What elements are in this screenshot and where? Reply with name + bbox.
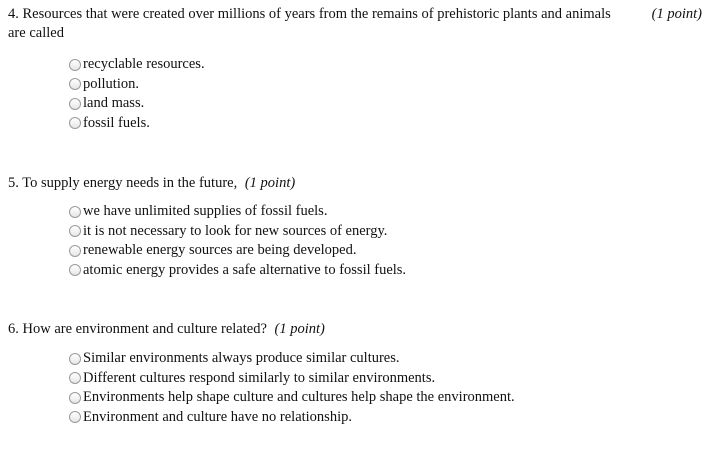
question-4-option-2[interactable] [69,75,205,95]
radio-button[interactable] [69,245,81,257]
radio-button[interactable] [69,264,81,276]
radio-button[interactable] [69,353,81,365]
question-6-option-2[interactable] [69,369,515,389]
radio-button[interactable] [69,78,81,90]
question-4-text-block [8,5,618,43]
radio-button[interactable] [69,206,81,218]
question-4-option-1[interactable] [69,55,205,75]
question-5-option-2[interactable] [69,222,406,242]
option-label: Similar environments always produce similar cultures. [83,350,400,367]
question-5-prompt: To supply energy needs in the future, [22,175,238,191]
radio-button[interactable] [69,117,81,129]
question-5-option-4[interactable] [69,261,406,281]
option-label: recyclable resources. [83,56,205,73]
question-5-points: (1 point) [244,175,296,191]
question-6-text-block [8,320,618,339]
question-6-points: (1 point) [274,321,325,337]
option-label: Different cultures respond similarly to similar environments. [83,369,436,386]
option-label: pollution. [83,75,139,92]
question-4-option-4[interactable] [69,114,205,134]
question-4-points: (1 point) [651,6,702,22]
question-6-option-3[interactable] [69,388,515,408]
radio-button[interactable] [69,98,81,110]
option-label: it is not necessary to look for new sources of energy. [83,222,388,239]
question-6-prompt: How are environment and culture related? [22,321,267,337]
question-4-number: 4. [8,6,19,22]
option-label: fossil fuels. [83,114,150,131]
question-5-options [69,202,406,280]
radio-button[interactable] [69,59,81,71]
option-label: Environments help shape culture and cultures help shape the environment. [83,389,515,406]
question-6-option-1[interactable] [69,349,515,369]
question-4-prompt: Resources that were created over millions of years from the remains of prehistoric plants and animals are called [8,6,611,41]
option-label: land mass. [83,95,145,112]
question-4-options [69,55,205,133]
option-label: atomic energy provides a safe alternative to fossil fuels. [83,261,407,278]
radio-button[interactable] [69,392,81,404]
option-label: Environment and culture have no relationship. [83,408,352,425]
question-6-options [69,349,515,427]
question-6-option-4[interactable] [69,408,515,428]
radio-button[interactable] [69,372,81,384]
question-5-option-1[interactable] [69,202,406,222]
question-5-text-block [8,174,618,193]
option-label: we have unlimited supplies of fossil fuels. [83,203,328,220]
radio-button[interactable] [69,225,81,237]
question-4-option-3[interactable] [69,94,205,114]
question-6-number: 6. [8,321,19,337]
radio-button[interactable] [69,411,81,423]
option-label: renewable energy sources are being developed. [83,242,357,259]
question-5-number: 5. [8,175,19,191]
question-5-option-3[interactable] [69,241,406,261]
